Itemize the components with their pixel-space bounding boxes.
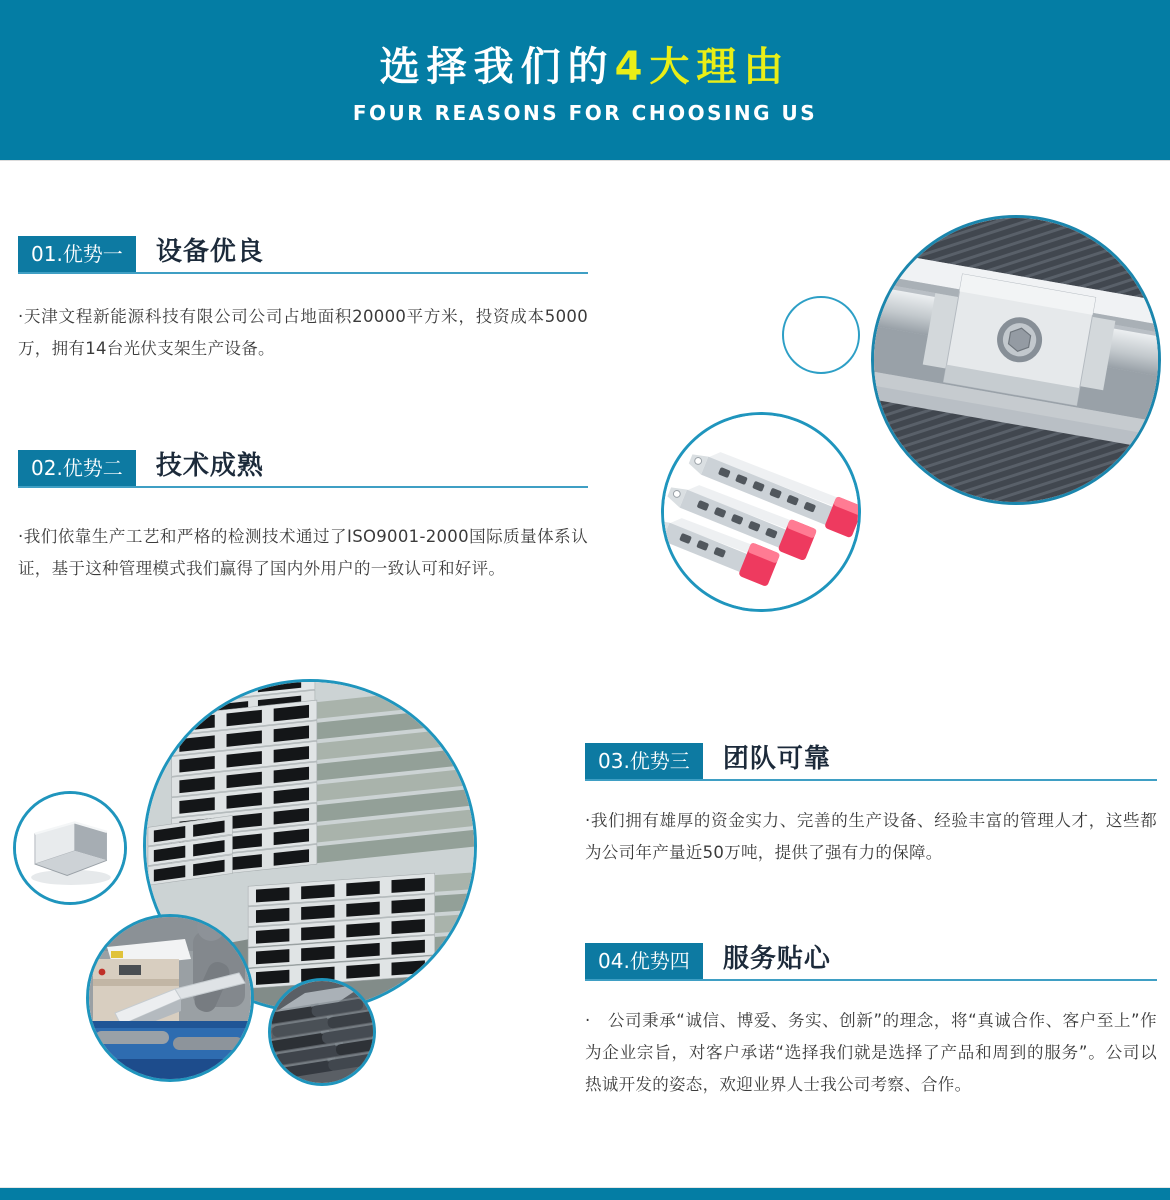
section-2-title: 技术成熟: [155, 451, 264, 481]
section-4-header: [585, 941, 1157, 981]
section-advantage-1: [18, 234, 588, 365]
section-1-badge: 01.优势一: [18, 236, 136, 272]
page-subtitle: FOUR REASONS FOR CHOOSING US: [352, 101, 818, 125]
factory-illustration: [89, 917, 251, 1079]
section-4-title: 服务贴心: [722, 944, 831, 974]
u-channel-illustration: [16, 794, 124, 902]
section-advantage-2: [18, 448, 588, 585]
section-advantage-4: [585, 941, 1157, 1101]
billets-illustration: [271, 981, 373, 1083]
section-4-body: · 公司秉承“诚信、博爱、务实、创新”的理念，将“真诚合作、客户至上”作为企业宗旨，对客户承诺“选择我们就是选择了产品和周到的服务”。公司以热诚开发的姿态，欢迎业界人士我公司考察、合作。: [585, 1011, 1157, 1094]
section-1-body: ·天津文程新能源科技有限公司公司占地面积20000平方米，投资成本5000万，拥有14台光伏支架生产设备。: [18, 307, 588, 358]
section-1-header: [18, 234, 588, 274]
page-title: [0, 42, 1170, 92]
solar-rail-mid-clamp-photo: [871, 215, 1161, 505]
page-title-yellow: 4大理由: [614, 44, 791, 90]
section-3-body: ·我们拥有雄厚的资金实力、完善的生产设备、经验丰富的管理人才，这些都为公司年产量近50万吨，提供了强有力的保障。: [585, 811, 1157, 862]
red-capped-brackets-illustration: [664, 415, 858, 609]
section-4-badge: 04.优势四: [585, 943, 703, 979]
roll-forming-machine-photo: [86, 914, 254, 1082]
section-2-badge: 02.优势二: [18, 450, 136, 486]
red-capped-angle-brackets-photo: [661, 412, 861, 612]
page-title-white: 选择我们的: [379, 44, 615, 90]
section-3-badge: 03.优势三: [585, 743, 703, 779]
dark-steel-billets-photo: [268, 978, 376, 1086]
section-3-header: [585, 741, 1157, 781]
header-band: [0, 0, 1170, 161]
section-1-title: 设备优良: [155, 237, 264, 267]
section-3-title: 团队可靠: [722, 744, 831, 774]
u-channel-profile-photo: [13, 791, 127, 905]
section-2-header: [18, 448, 588, 488]
section-2-body: ·我们依靠生产工艺和严格的检测技术通过了ISO9001-2000国际质量体系认证，基于这种管理模式我们赢得了国内外用户的一致认可和好评。: [18, 527, 588, 578]
empty-outline-circle: [782, 296, 860, 374]
section-advantage-3: [585, 741, 1157, 869]
solar-rail-mid-clamp-illustration: [874, 218, 1158, 502]
footer-band: [0, 1187, 1170, 1200]
